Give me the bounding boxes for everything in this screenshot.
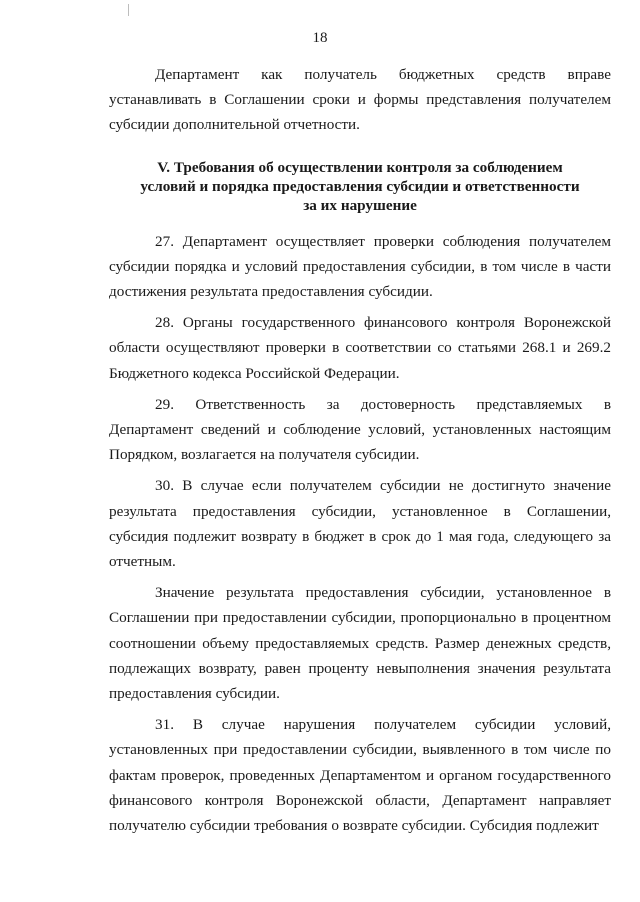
paragraph-27: 27. Департамент осуществляет проверки соблюдения получателем субсидии порядка и условий предоставления субсидии, в том числе в части достижения результата предоставления субсидии. (109, 232, 611, 301)
section-heading-line-2: условий и порядка предоставления субсидии и ответственности (140, 177, 580, 195)
paragraph-29: 29. Ответственность за достоверность представляемых в Департамент сведений и соблюдение условий, установленных настоящим Порядком, возлагается на получателя субсидии. (109, 395, 611, 464)
section-heading (109, 158, 611, 215)
section-heading-line-3: за их нарушение (303, 196, 417, 214)
paragraph-intro: Департамент как получатель бюджетных средств вправе устанавливать в Соглашении сроки и формы представления получателем субсидии дополнительной отчетности. (109, 66, 611, 134)
paragraph-28: 28. Органы государственного финансового контроля Воронежской области осуществляют проверки в соответствии со статьями 268.1 и 269.2 Бюджетного кодекса Российской Федерации. (109, 314, 611, 382)
section-heading-line-1: V. Требования об осуществлении контроля за соблюдением (157, 158, 563, 176)
page-number: 18 (312, 30, 328, 46)
paragraph-31: 31. В случае нарушения получателем субсидии условий, установленных при предоставлении субсидии, выявленного в том числе по фактам проверок, проведенных Департаментом и органом государственного финансового контроля Воронежской области, Департамент направляет получателю субсидии требования о возврате субсидии. Субсидия подлежит (109, 716, 611, 835)
document-body (109, 62, 611, 844)
paragraph-30-continued: Значение результата предоставления субсидии, установленное в Соглашении при предоставлении субсидии, пропорционально в процентном соотношении объему предоставляемых средств. Размер денежных средств, подлежащих возврату, равен проценту невыполнения значения результата предоставления субсидии. (109, 584, 611, 703)
scan-artifact (128, 4, 129, 16)
paragraph-30: 30. В случае если получателем субсидии не достигнуто значение результата предоставления субсидии, установленное в Соглашении, субсидия подлежит возврату в бюджет в срок до 1 мая года, следующего за отчетным. (109, 477, 611, 571)
